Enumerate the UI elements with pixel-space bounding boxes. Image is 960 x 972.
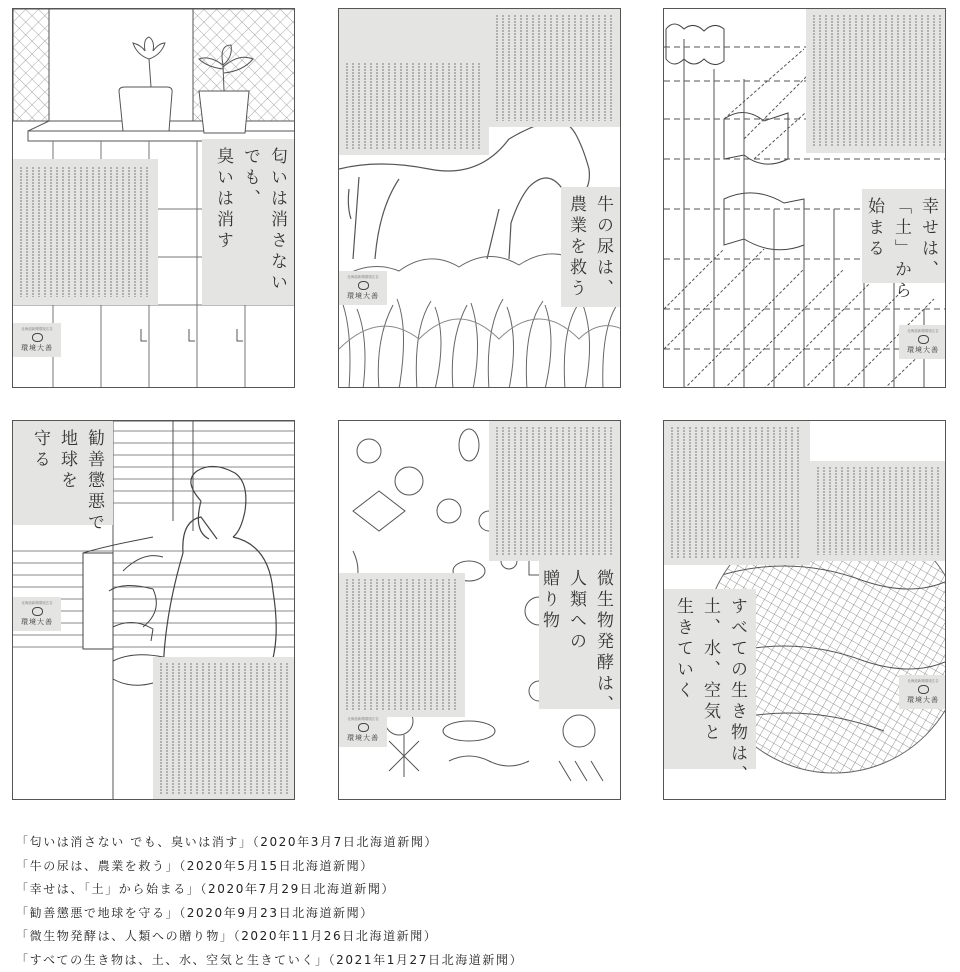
caption-line: 「匂いは消さない でも、臭いは消す」（2020年3月7日北海道新聞） [16, 831, 523, 855]
poster-microbes [338, 420, 621, 800]
article-body [664, 421, 810, 565]
headline: 牛の尿は、 農業を救う [561, 187, 621, 307]
brand-logo-icon [358, 281, 369, 290]
headline: すべての生き物は、 土、水、空気と 生きていく [664, 589, 756, 769]
brand-logo-icon [358, 723, 369, 732]
article-body [489, 9, 621, 127]
caption-line: 「勧善懲悪で地球を守る」（2020年9月23日北海道新聞） [16, 902, 523, 926]
headline: 微生物発酵は、 人類への 贈り物 [539, 561, 621, 709]
article-body [806, 9, 946, 153]
brand-badge: 北海道新聞環境広告 環境大善 [339, 271, 387, 305]
brand-logo-icon [32, 333, 43, 342]
brand-badge: 北海道新聞環境広告 環境大善 [339, 713, 387, 747]
brand-badge: 北海道新聞環境広告 環境大善 [13, 597, 61, 631]
brand-badge: 北海道新聞環境広告 環境大善 [13, 323, 61, 357]
caption-list [16, 831, 523, 972]
brand-badge: 北海道新聞環境広告 環境大善 [899, 675, 946, 709]
article-body [810, 461, 946, 561]
poster-cow [338, 8, 621, 388]
caption-line: 「微生物発酵は、人類への贈り物」（2020年11月26日北海道新聞） [16, 925, 523, 949]
headline: 勧善懲悪で 地球を 守る [13, 421, 113, 525]
brand-logo-icon [918, 685, 929, 694]
headline: 匂いは消さない でも、 臭いは消す [202, 139, 295, 305]
article-body [339, 573, 465, 717]
caption-line: 「牛の尿は、農業を救う」（2020年5月15日北海道新聞） [16, 855, 523, 879]
article-body [153, 657, 295, 800]
brand-logo-icon [918, 335, 929, 344]
poster-microscope [12, 420, 295, 800]
article-body [13, 159, 158, 305]
poster-odor [12, 8, 295, 388]
poster-globe [663, 420, 946, 800]
caption-line: 「幸せは、「土」から始まる」（2020年7月29日北海道新聞） [16, 878, 523, 902]
headline: 幸せは、 「土」から 始まる [862, 189, 946, 283]
caption-line: 「すべての生き物は、土、水、空気と生きていく」（2021年1月27日北海道新聞） [16, 949, 523, 972]
brand-badge: 北海道新聞環境広告 環境大善 [899, 325, 946, 359]
article-body [489, 421, 621, 561]
poster-soil [663, 8, 946, 388]
brand-logo-icon [32, 607, 43, 616]
article-body [339, 9, 489, 155]
